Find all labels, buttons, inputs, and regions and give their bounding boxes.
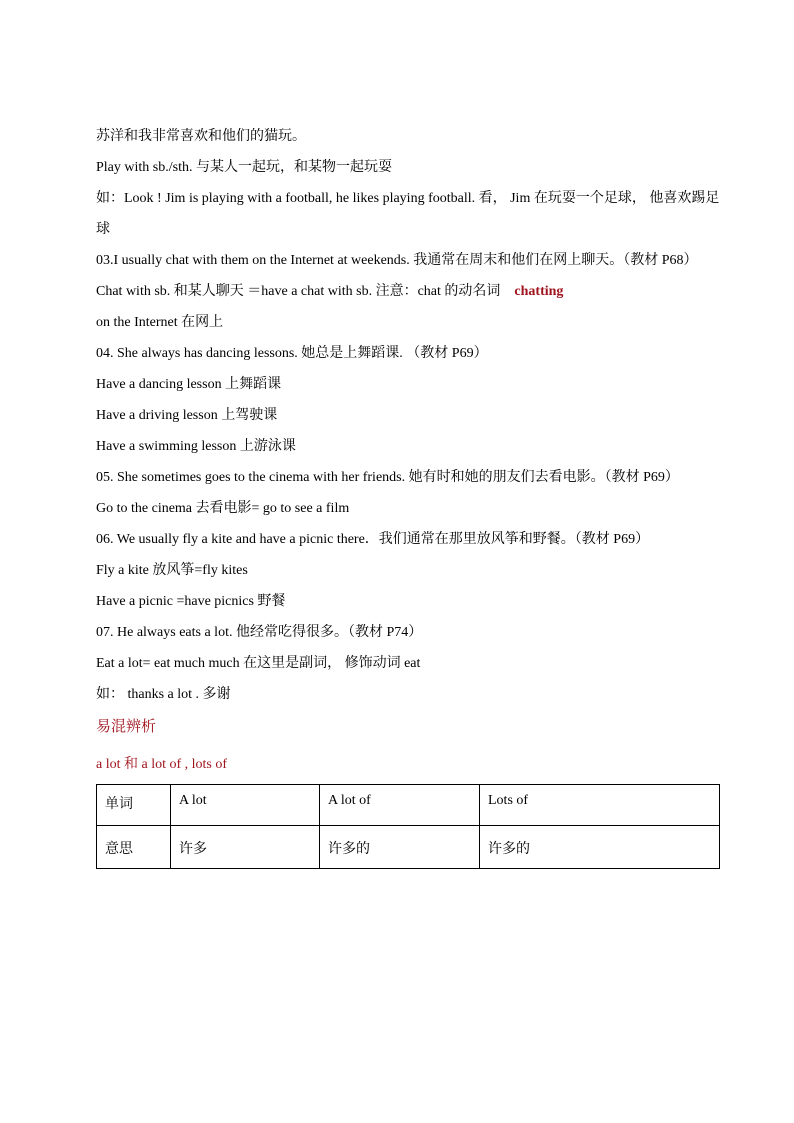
text-line: Have a dancing lesson 上舞蹈课 (96, 377, 282, 392)
text-line: 苏洋和我非常喜欢和他们的猫玩。 (96, 129, 306, 144)
text-segment: Chat with sb. 和某人聊天 ＝have a chat with sb. 注意：chat 的动名词 (96, 284, 501, 299)
comparison-table (96, 784, 720, 869)
table-cell: 意思 (97, 826, 171, 869)
table-cell: 单词 (97, 785, 171, 826)
text-line: Have a driving lesson 上驾驶课 (96, 408, 278, 423)
text-line: 06. We usually fly a kite and have a picnic there．我们通常在那里放风筝和野餐。（教材 P69） (96, 532, 650, 547)
text-line: Eat a lot= eat much much 在这里是副词， 修饰动词 eat (96, 656, 421, 671)
text-line: 03.I usually chat with them on the Internet at weekends. 我通常在周末和他们在网上聊天。（教材 P68） (96, 253, 698, 268)
document-body (96, 121, 720, 869)
text-line: Fly a kite 放风筝=fly kites (96, 563, 248, 578)
text-line: Have a picnic =have picnics 野餐 (96, 594, 286, 609)
text-line (96, 276, 720, 307)
text-line: 如：Look ! Jim is playing with a football, he likes playing football. 看， Jim 在玩耍一个足球， 他喜欢踢足球 (96, 191, 720, 237)
highlight-term: chatting (514, 284, 564, 299)
text-line: Go to the cinema 去看电影= go to see a film (96, 501, 350, 516)
table-row (97, 826, 720, 869)
comparison-subhead: a lot 和 a lot of , lots of (96, 757, 228, 772)
text-line: on the Internet 在网上 (96, 315, 224, 330)
text-line: 05. She sometimes goes to the cinema with her friends. 她有时和她的朋友们去看电影。（教材 P69） (96, 470, 679, 485)
table-cell: 许多 (171, 826, 320, 869)
text-line: 07. He always eats a lot. 他经常吃得很多。（教材 P74） (96, 625, 423, 640)
text-line: Play with sb./sth. 与某人一起玩，和某物一起玩耍 (96, 160, 392, 175)
table-cell: A lot (171, 785, 320, 826)
table-row (97, 785, 720, 826)
table-cell: Lots of (480, 785, 720, 826)
table-cell: 许多的 (320, 826, 480, 869)
table-cell: A lot of (320, 785, 480, 826)
section-title: 易混辨析 (96, 719, 157, 735)
text-line: Have a swimming lesson 上游泳课 (96, 439, 296, 454)
table-cell: 许多的 (480, 826, 720, 869)
text-line: 04. She always has dancing lessons. 她总是上舞蹈课. （教材 P69） (96, 346, 488, 361)
text-line: 如： thanks a lot . 多谢 (96, 687, 231, 702)
